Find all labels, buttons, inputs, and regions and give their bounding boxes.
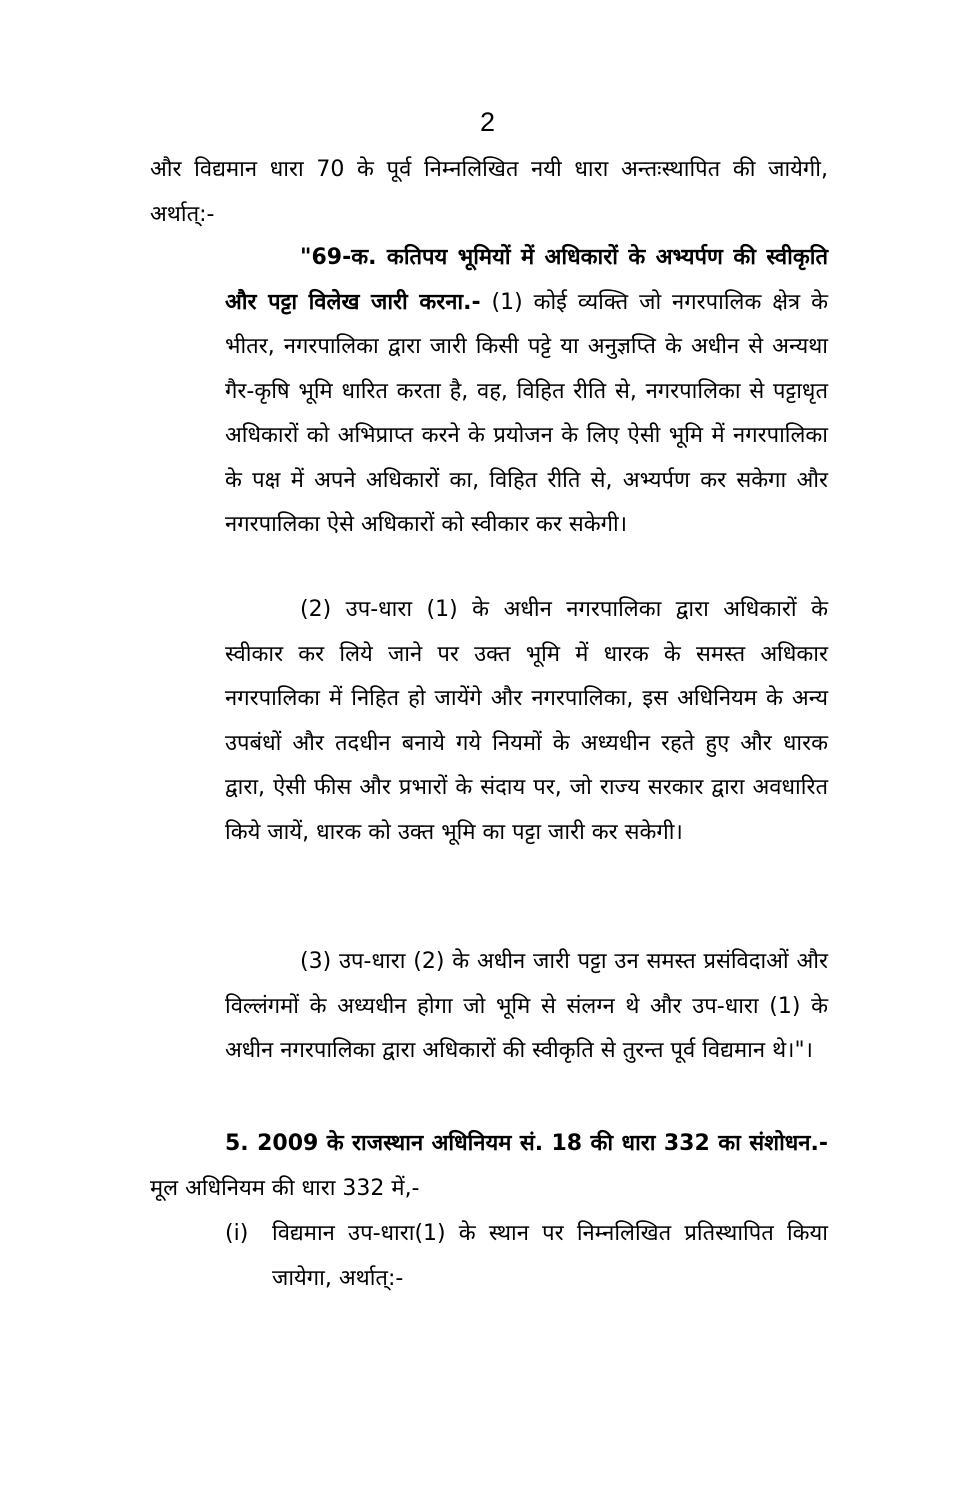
- page-number: 2: [479, 107, 496, 137]
- section-5-paragraph: [150, 1122, 828, 1211]
- section-5-text: मूल अधिनियम की धारा 332 में,-: [150, 1175, 420, 1201]
- section-69ka-sub1-text: (1) कोई व्यक्ति जो नगरपालिक क्षेत्र के भीतर, नगरपालिका द्वारा जारी किसी पट्टे या अनुज्ञप्ति के अधीन से अन्यथा गैर-कृषि भूमि धारित करता है, वह, विहित रीति से, नगरपालिका से पट्टाधृत अधिकारों को अभिप्राप्त करने के प्रयोजन के लिए ऐसी भूमि में नगरपालिका के पक्ष में अपने अधिकारों का, विहित रीति से, अभ्यर्पण कर सकेगा और नगरपालिका ऐसे अधिकारों को स्वीकार कर सकेगी।: [225, 289, 828, 537]
- clause-i: [225, 1212, 828, 1301]
- section-5-heading: 5. 2009 के राजस्थान अधिनियम सं. 18 की धारा 332 का संशोधन.-: [225, 1131, 828, 1156]
- intro-paragraph: और विद्यमान धारा 70 के पूर्व निम्नलिखित नयी धारा अन्तःस्थापित की जायेगी, अर्थात्:-: [150, 157, 828, 227]
- section-69ka-subsection-2: (2) उप-धारा (1) के अधीन नगरपालिका द्वारा अधिकारों के स्वीकार कर लिये जाने पर उक्त भूमि में धारक के समस्त अधिकार नगरपालिका में निहित हो जायेंगे और नगरपालिका, इस अधिनियम के अन्य उपबंधों और तदधीन बनाये गये नियमों के अध्यधीन रहते हुए और धारक द्वारा, ऐसी फीस और प्रभारों के संदाय पर, जो राज्य सरकार द्वारा अवधारित किये जायें, धारक को उक्त भूमि का पट्टा जारी कर सकेगी।: [225, 597, 828, 845]
- section-69ka-subsection-1: [225, 236, 828, 548]
- section-69ka-heading: "69-क. कतिपय भूमियों में अधिकारों के अभ्यर्पण की स्वीकृति और पट्टा विलेख जारी करना.-: [225, 245, 828, 315]
- clause-label: (i): [225, 1221, 249, 1246]
- clause-text: विद्यमान उप-धारा(1) के स्थान पर निम्नलिखित प्रतिस्थापित किया जायेगा, अर्थात्:-: [272, 1221, 828, 1291]
- section-69ka-subsection-3: (3) उप-धारा (2) के अधीन जारी पट्टा उन समस्त प्रसंविदाओं और विल्लंगमों के अध्यधीन होगा जो भूमि से संलग्न थे और उप-धारा (1) के अधीन नगरपालिका द्वारा अधिकारों की स्वीकृति से तुरन्त पूर्व विद्यमान थे।"।: [225, 949, 828, 1063]
